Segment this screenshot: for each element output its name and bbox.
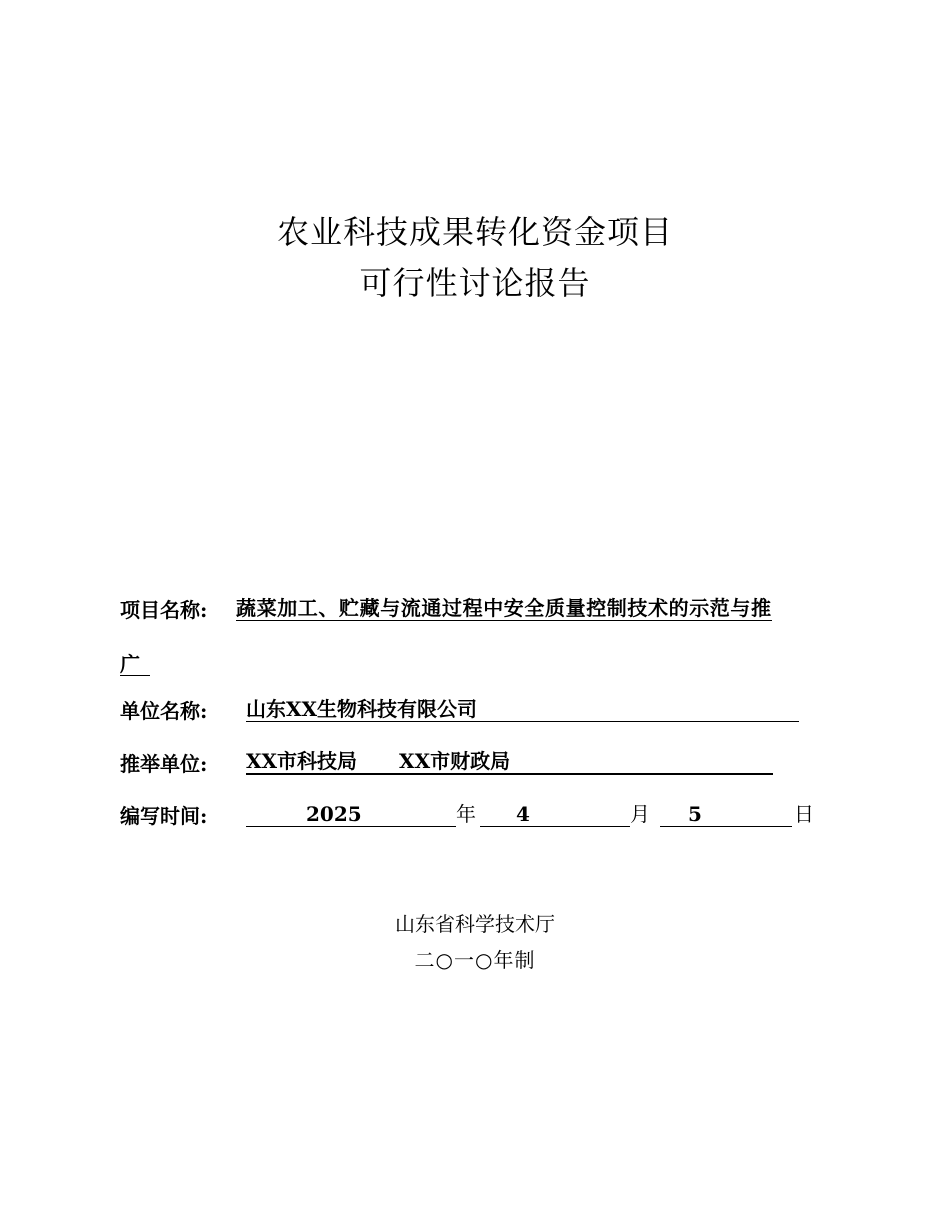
project-name-row xyxy=(120,596,772,624)
document-title-line2: 可行性讨论报告 xyxy=(359,264,591,302)
recommending-unit-row xyxy=(120,749,511,778)
recommending-unit-a: XX市科技局 xyxy=(246,749,358,773)
project-name-value-line1: 蔬菜加工、贮藏与流通过程中安全质量控制技术的示范与推 xyxy=(236,596,772,620)
date-year-value: 2025 xyxy=(306,802,362,826)
date-year-unit: 年 xyxy=(456,802,476,826)
project-name-label: 项目名称: xyxy=(120,598,208,622)
document-title-line1: 农业科技成果转化资金项目 xyxy=(276,213,673,251)
date-month-field xyxy=(480,802,630,827)
date-month-value: 4 xyxy=(516,802,530,826)
recommending-unit-label: 推举单位: xyxy=(120,752,208,776)
recommending-unit-value xyxy=(246,750,773,775)
unit-name-label: 单位名称: xyxy=(120,699,208,723)
issuing-organization: 山东省科学技术厅 xyxy=(395,912,555,936)
compile-date-label: 编写时间: xyxy=(120,804,208,828)
compile-date-row xyxy=(120,802,814,830)
issuing-year: 二○一○年制 xyxy=(414,948,536,972)
date-month-unit: 月 xyxy=(630,802,650,826)
unit-name-value: 山东XX生物科技有限公司 xyxy=(246,697,799,722)
unit-name-row xyxy=(120,697,478,725)
recommending-unit-b: XX市财政局 xyxy=(399,749,511,773)
date-day-field xyxy=(660,802,792,827)
date-day-value: 5 xyxy=(688,802,702,826)
date-year-field xyxy=(246,802,456,827)
project-name-continuation-row xyxy=(120,650,150,678)
date-day-unit: 日 xyxy=(794,802,814,826)
project-name-value-line2: 广 xyxy=(120,653,150,676)
